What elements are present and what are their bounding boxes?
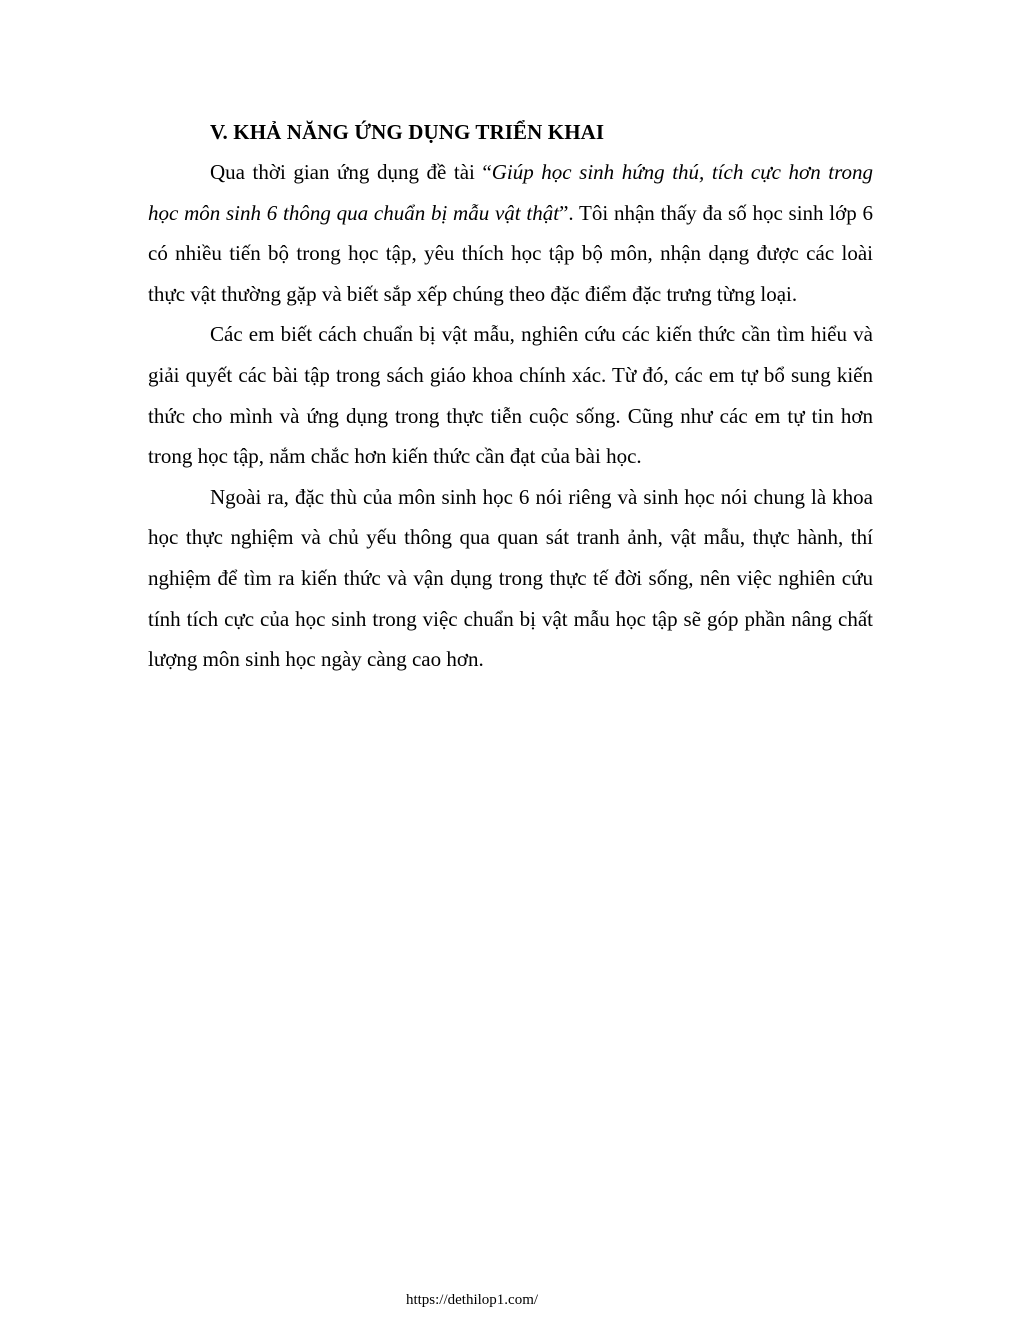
- paragraph-3: Ngoài ra, đặc thù của môn sinh học 6 nói riêng và sinh học nói chung là khoa học thực nghiệm và chủ yếu thông qua quan sát tranh ảnh, vật mẫu, thực hành, thí nghiệm để tìm ra kiến thức và vận dụng trong thực tế đời sống, nên việc nghiên cứu tính tích cực của học sinh trong việc chuẩn bị vật mẫu học tập sẽ góp phần nâng chất lượng môn sinh học ngày càng cao hơn.: [148, 484, 873, 672]
- paragraph-1: [148, 152, 873, 314]
- document-body: [148, 112, 873, 680]
- footer-url: https://dethilop1.com/: [405, 1292, 539, 1308]
- paragraph-2: Các em biết cách chuẩn bị vật mẫu, nghiên cứu các kiến thức cần tìm hiểu và giải quyết các bài tập trong sách giáo khoa chính xác. Từ đó, các em tự bổ sung kiến thức cho mình và ứng dụng trong thực tiễn cuộc sống. Cũng như các em tự tin hơn trong học tập, nắm chắc hơn kiến thức cần đạt của bài học.: [148, 322, 873, 469]
- paragraph-1-body: ”. Tôi nhận thấy đa số học sinh lớp 6 có nhiều tiến bộ trong học tập, yêu thích học tập bộ môn, nhận dạng được các loài thực vật thường gặp và biết sắp xếp chúng theo đặc điểm đặc trưng từng loại.: [148, 200, 873, 306]
- section-heading: V. KHẢ NĂNG ỨNG DỤNG TRIỂN KHAI: [210, 120, 605, 144]
- paragraph-1-intro: Qua thời gian ứng dụng đề tài “: [210, 160, 492, 184]
- project-title: Giúp học sinh hứng thú, tích cực hơn trong học môn sinh 6 thông qua chuẩn bị mẫu vật thật: [148, 160, 873, 225]
